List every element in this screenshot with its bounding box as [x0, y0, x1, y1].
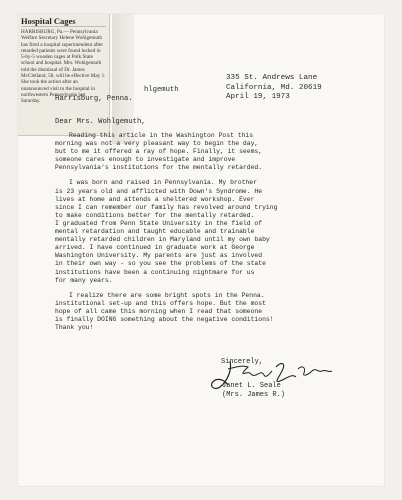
- paragraph-2: [55, 179, 355, 284]
- body-line: in their own way - so you see the problems of the state: [55, 260, 266, 268]
- body-line: lives at home and attends a sheltered workshop. Ever: [55, 195, 255, 203]
- letter-date: April 19, 1973: [226, 93, 290, 101]
- recipient-name: hlgemuth: [144, 86, 179, 94]
- body-line: I graduated from Penn State University in the field of: [55, 219, 263, 227]
- body-line: institutions have been a continuing nightmare for us: [55, 268, 255, 276]
- body-line: I realize there are some bright spots in the Penna.: [69, 291, 265, 299]
- salutation: Dear Mrs. Wohlgemuth,: [55, 118, 146, 126]
- address-city: California, Md. 20619: [226, 83, 322, 92]
- recipient-block: [55, 86, 179, 104]
- body-line: arrived. I have continued in graduate work at George: [55, 244, 255, 252]
- body-line: for many years.: [55, 276, 113, 284]
- body-line: Pennsylvania's institutions for the mentally retarded.: [55, 164, 263, 172]
- signer-name: Janet L. Seale: [222, 382, 281, 390]
- paragraph-1: [55, 132, 355, 172]
- letter-body: [55, 132, 355, 339]
- body-line: institutional set-up and this offers hope. But the most: [55, 299, 266, 307]
- recipient-city: Harrisburg, Penna.: [55, 95, 133, 104]
- body-line: morning was not a very pleasant way to begin the day,: [55, 140, 259, 148]
- return-address: [226, 74, 322, 103]
- letter-page: [18, 14, 384, 486]
- body-line: I was born and raised in Pennsylvania. My brother: [69, 179, 257, 187]
- clipping-text: HARRISBURG, Pa.— Pennsylvania Welfare Secretary Helene Wohlgemuth has fired a hospital superintendent after retarded patients were found locked in 5-by-5 wooden cages at Polk State school and hospital. Mrs. Wohlgemuth told the dismissal of Dr. James McClelland, 58, will be effective May 1. She took the action after an unannounced visit to the hospital in northwestern Pennsylvania last Saturday.: [21, 29, 106, 105]
- body-line: mental retardation and taught educable and trainable: [55, 228, 255, 236]
- signer-title: (Mrs. James R.): [222, 391, 286, 399]
- clipping-headline: Hospital Cages: [21, 16, 106, 27]
- body-line: hope of all came this morning when I read that someone: [55, 307, 263, 315]
- paragraph-3: [55, 292, 355, 332]
- body-line: is 23 years old and afflicted with Down's Syndrome. He: [55, 187, 263, 195]
- closing: Sincerely,: [221, 358, 264, 366]
- signer-block: [222, 382, 285, 400]
- body-line: to make conditions better for the mentally retarded.: [55, 211, 255, 219]
- body-line: since I can remember our family has revolved around trying: [55, 203, 278, 211]
- body-line: Reading this article in the Washington Post this: [69, 132, 254, 139]
- body-line: someone cares enough to investigate and improve: [55, 156, 236, 164]
- body-line: Thank you!: [55, 324, 94, 332]
- body-line: is finally DOING something about the negative conditions!: [55, 315, 274, 323]
- body-line: mentally retarded children in Maryland until my own baby: [55, 236, 270, 244]
- address-street: 335 St. Andrews Lane: [226, 74, 318, 82]
- body-line: Washington University. My parents are just as involved: [55, 252, 263, 260]
- body-line: but to me it offered a ray of hope. Finally, it seems,: [55, 148, 263, 156]
